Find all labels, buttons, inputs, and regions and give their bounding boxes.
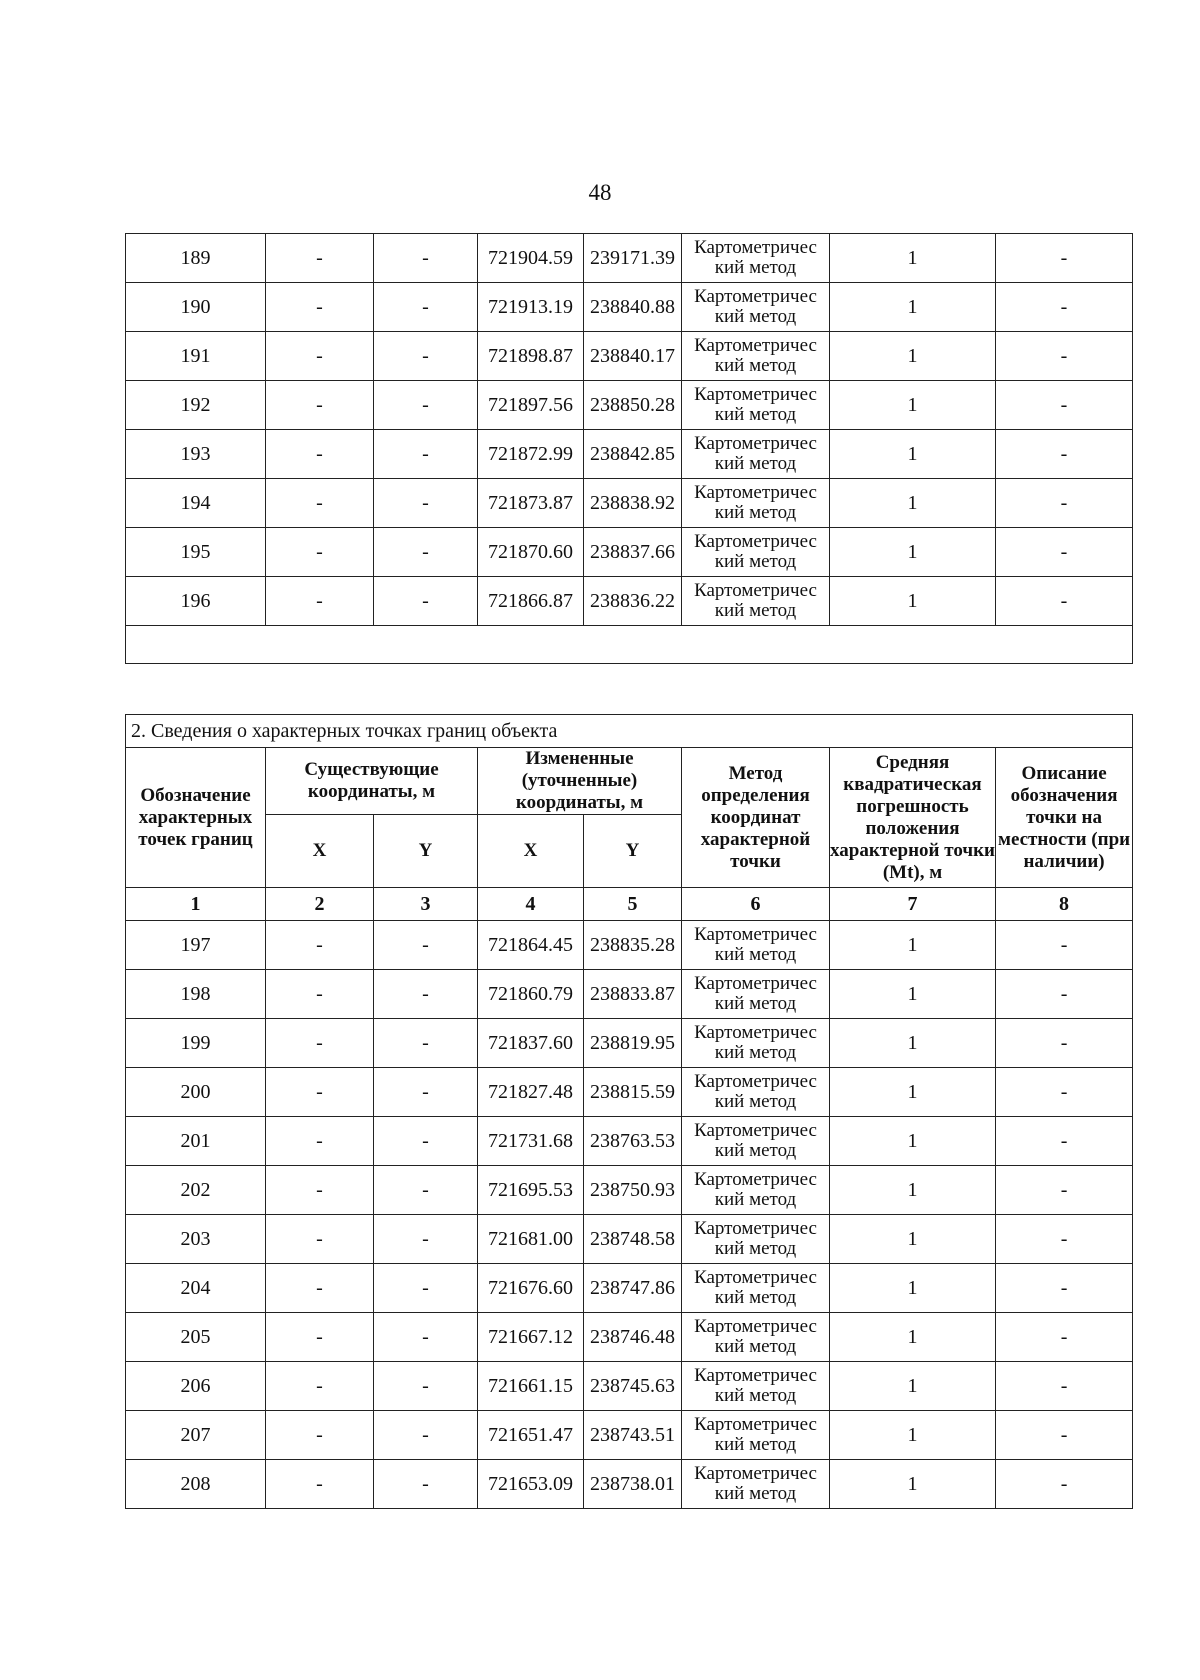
col-num: 1 [126, 888, 266, 921]
table-row [126, 332, 1133, 381]
existing-y-cell: - [374, 234, 478, 283]
x-cell: 721837.60 [478, 1019, 584, 1068]
existing-y-cell: - [374, 1068, 478, 1117]
header-changed-y: Y [584, 815, 682, 888]
method-cell: Картометричес кий метод [682, 528, 830, 577]
point-cell: 203 [126, 1215, 266, 1264]
existing-y-cell: - [374, 577, 478, 626]
point-cell: 202 [126, 1166, 266, 1215]
table-row [126, 1264, 1133, 1313]
mt-cell: 1 [830, 1215, 996, 1264]
desc-cell: - [996, 1411, 1133, 1460]
mt-cell: 1 [830, 430, 996, 479]
x-cell: 721860.79 [478, 970, 584, 1019]
table-row [126, 1313, 1133, 1362]
y-cell: 238837.66 [584, 528, 682, 577]
x-cell: 721653.09 [478, 1460, 584, 1509]
mt-cell: 1 [830, 234, 996, 283]
method-cell: Картометричес кий метод [682, 1264, 830, 1313]
existing-y-cell: - [374, 479, 478, 528]
point-cell: 205 [126, 1313, 266, 1362]
method-cell: Картометричес кий метод [682, 1313, 830, 1362]
column-numbers-row [126, 888, 1133, 921]
existing-x-cell: - [266, 332, 374, 381]
desc-cell: - [996, 1264, 1133, 1313]
y-cell: 238743.51 [584, 1411, 682, 1460]
x-cell: 721866.87 [478, 577, 584, 626]
header-method: Метод определения координат характерной точки [682, 748, 830, 888]
x-cell: 721695.53 [478, 1166, 584, 1215]
desc-cell: - [996, 577, 1133, 626]
x-cell: 721898.87 [478, 332, 584, 381]
x-cell: 721872.99 [478, 430, 584, 479]
desc-cell: - [996, 430, 1133, 479]
mt-cell: 1 [830, 283, 996, 332]
point-cell: 208 [126, 1460, 266, 1509]
point-cell: 191 [126, 332, 266, 381]
y-cell: 238747.86 [584, 1264, 682, 1313]
point-cell: 189 [126, 234, 266, 283]
method-cell: Картометричес кий метод [682, 1460, 830, 1509]
method-cell: Картометричес кий метод [682, 970, 830, 1019]
x-cell: 721681.00 [478, 1215, 584, 1264]
existing-y-cell: - [374, 1362, 478, 1411]
col-num: 5 [584, 888, 682, 921]
existing-x-cell: - [266, 577, 374, 626]
header-row-1 [126, 748, 1133, 815]
mt-cell: 1 [830, 332, 996, 381]
point-cell: 200 [126, 1068, 266, 1117]
y-cell: 238835.28 [584, 921, 682, 970]
method-cell: Картометричес кий метод [682, 381, 830, 430]
desc-cell: - [996, 381, 1133, 430]
y-cell: 238840.17 [584, 332, 682, 381]
method-cell: Картометричес кий метод [682, 1166, 830, 1215]
point-cell: 197 [126, 921, 266, 970]
existing-x-cell: - [266, 1117, 374, 1166]
method-cell: Картометричес кий метод [682, 1215, 830, 1264]
col-num: 3 [374, 888, 478, 921]
desc-cell: - [996, 332, 1133, 381]
method-cell: Картометричес кий метод [682, 1019, 830, 1068]
mt-cell: 1 [830, 1264, 996, 1313]
col-num: 2 [266, 888, 374, 921]
mt-cell: 1 [830, 1411, 996, 1460]
mt-cell: 1 [830, 528, 996, 577]
desc-cell: - [996, 1019, 1133, 1068]
method-cell: Картометричес кий метод [682, 332, 830, 381]
x-cell: 721731.68 [478, 1117, 584, 1166]
method-cell: Картометричес кий метод [682, 1068, 830, 1117]
x-cell: 721651.47 [478, 1411, 584, 1460]
existing-y-cell: - [374, 1411, 478, 1460]
point-cell: 201 [126, 1117, 266, 1166]
table-row [126, 1215, 1133, 1264]
y-cell: 238836.22 [584, 577, 682, 626]
existing-y-cell: - [374, 381, 478, 430]
table-row [126, 1460, 1133, 1509]
point-cell: 199 [126, 1019, 266, 1068]
point-cell: 196 [126, 577, 266, 626]
table-row [126, 1362, 1133, 1411]
desc-cell: - [996, 1068, 1133, 1117]
mt-cell: 1 [830, 1068, 996, 1117]
table-row [126, 1068, 1133, 1117]
existing-x-cell: - [266, 1019, 374, 1068]
method-cell: Картометричес кий метод [682, 921, 830, 970]
y-cell: 238738.01 [584, 1460, 682, 1509]
method-cell: Картометричес кий метод [682, 283, 830, 332]
col-num: 4 [478, 888, 584, 921]
existing-x-cell: - [266, 381, 374, 430]
y-cell: 238746.48 [584, 1313, 682, 1362]
method-cell: Картометричес кий метод [682, 430, 830, 479]
boundary-points-table [125, 714, 1133, 1509]
y-cell: 238838.92 [584, 479, 682, 528]
y-cell: 238745.63 [584, 1362, 682, 1411]
table1-body [126, 234, 1133, 626]
desc-cell: - [996, 970, 1133, 1019]
method-cell: Картометричес кий метод [682, 1362, 830, 1411]
mt-cell: 1 [830, 970, 996, 1019]
table-row [126, 1166, 1133, 1215]
table-row [126, 970, 1133, 1019]
existing-x-cell: - [266, 283, 374, 332]
existing-x-cell: - [266, 1264, 374, 1313]
header-existing-y: Y [374, 815, 478, 888]
mt-cell: 1 [830, 1460, 996, 1509]
mt-cell: 1 [830, 577, 996, 626]
mt-cell: 1 [830, 479, 996, 528]
table-row [126, 921, 1133, 970]
y-cell: 238815.59 [584, 1068, 682, 1117]
point-cell: 206 [126, 1362, 266, 1411]
desc-cell: - [996, 1313, 1133, 1362]
method-cell: Картометричес кий метод [682, 577, 830, 626]
mt-cell: 1 [830, 1313, 996, 1362]
mt-cell: 1 [830, 1362, 996, 1411]
method-cell: Картометричес кий метод [682, 479, 830, 528]
x-cell: 721827.48 [478, 1068, 584, 1117]
existing-x-cell: - [266, 234, 374, 283]
table-row [126, 528, 1133, 577]
x-cell: 721667.12 [478, 1313, 584, 1362]
existing-x-cell: - [266, 1460, 374, 1509]
point-cell: 192 [126, 381, 266, 430]
existing-y-cell: - [374, 430, 478, 479]
y-cell: 238819.95 [584, 1019, 682, 1068]
y-cell: 238763.53 [584, 1117, 682, 1166]
existing-x-cell: - [266, 528, 374, 577]
existing-y-cell: - [374, 1166, 478, 1215]
desc-cell: - [996, 479, 1133, 528]
existing-y-cell: - [374, 1313, 478, 1362]
y-cell: 238748.58 [584, 1215, 682, 1264]
method-cell: Картометричес кий метод [682, 234, 830, 283]
table-row [126, 381, 1133, 430]
desc-cell: - [996, 283, 1133, 332]
mt-cell: 1 [830, 1117, 996, 1166]
desc-cell: - [996, 1215, 1133, 1264]
mt-cell: 1 [830, 921, 996, 970]
existing-x-cell: - [266, 1068, 374, 1117]
section-title: 2. Сведения о характерных точках границ объекта [126, 715, 1133, 748]
desc-cell: - [996, 921, 1133, 970]
existing-y-cell: - [374, 1460, 478, 1509]
existing-y-cell: - [374, 1264, 478, 1313]
existing-y-cell: - [374, 332, 478, 381]
desc-cell: - [996, 1117, 1133, 1166]
header-existing: Существующие координаты, м [266, 748, 478, 815]
x-cell: 721913.19 [478, 283, 584, 332]
table1-empty-row [126, 626, 1133, 664]
mt-cell: 1 [830, 381, 996, 430]
method-cell: Картометричес кий метод [682, 1411, 830, 1460]
mt-cell: 1 [830, 1019, 996, 1068]
point-cell: 193 [126, 430, 266, 479]
existing-y-cell: - [374, 1117, 478, 1166]
y-cell: 238750.93 [584, 1166, 682, 1215]
existing-x-cell: - [266, 479, 374, 528]
point-cell: 194 [126, 479, 266, 528]
method-cell: Картометричес кий метод [682, 1117, 830, 1166]
table-row [126, 1019, 1133, 1068]
existing-x-cell: - [266, 1362, 374, 1411]
table-row [126, 1411, 1133, 1460]
point-cell: 207 [126, 1411, 266, 1460]
existing-x-cell: - [266, 430, 374, 479]
y-cell: 238833.87 [584, 970, 682, 1019]
existing-y-cell: - [374, 528, 478, 577]
header-mt: Средняя квадратическая погрешность положения характерной точки (Mt), м [830, 748, 996, 888]
desc-cell: - [996, 1166, 1133, 1215]
header-point: Обозначение характерных точек границ [126, 748, 266, 888]
existing-y-cell: - [374, 921, 478, 970]
point-cell: 198 [126, 970, 266, 1019]
header-changed-x: X [478, 815, 584, 888]
x-cell: 721904.59 [478, 234, 584, 283]
x-cell: 721873.87 [478, 479, 584, 528]
x-cell: 721870.60 [478, 528, 584, 577]
existing-y-cell: - [374, 970, 478, 1019]
table2-body [126, 921, 1133, 1509]
desc-cell: - [996, 234, 1133, 283]
col-num: 7 [830, 888, 996, 921]
x-cell: 721864.45 [478, 921, 584, 970]
y-cell: 238840.88 [584, 283, 682, 332]
y-cell: 239171.39 [584, 234, 682, 283]
desc-cell: - [996, 1362, 1133, 1411]
existing-x-cell: - [266, 1411, 374, 1460]
col-num: 8 [996, 888, 1133, 921]
table-row [126, 577, 1133, 626]
header-existing-x: X [266, 815, 374, 888]
desc-cell: - [996, 528, 1133, 577]
x-cell: 721897.56 [478, 381, 584, 430]
header-desc: Описание обозначения точки на местности (при наличии) [996, 748, 1133, 888]
table-row [126, 234, 1133, 283]
existing-y-cell: - [374, 283, 478, 332]
point-cell: 190 [126, 283, 266, 332]
desc-cell: - [996, 1460, 1133, 1509]
existing-x-cell: - [266, 1313, 374, 1362]
y-cell: 238850.28 [584, 381, 682, 430]
col-num: 6 [682, 888, 830, 921]
existing-x-cell: - [266, 921, 374, 970]
existing-x-cell: - [266, 970, 374, 1019]
boundary-points-table-continued [125, 233, 1133, 664]
page-number: 48 [588, 180, 612, 205]
existing-y-cell: - [374, 1019, 478, 1068]
y-cell: 238842.85 [584, 430, 682, 479]
table-row [126, 283, 1133, 332]
point-cell: 195 [126, 528, 266, 577]
x-cell: 721661.15 [478, 1362, 584, 1411]
table-row [126, 479, 1133, 528]
existing-x-cell: - [266, 1166, 374, 1215]
section-title-row [126, 715, 1133, 748]
point-cell: 204 [126, 1264, 266, 1313]
existing-y-cell: - [374, 1215, 478, 1264]
table-row [126, 1117, 1133, 1166]
header-changed: Измененные (уточненные) координаты, м [478, 748, 682, 815]
table-row [126, 430, 1133, 479]
mt-cell: 1 [830, 1166, 996, 1215]
x-cell: 721676.60 [478, 1264, 584, 1313]
existing-x-cell: - [266, 1215, 374, 1264]
